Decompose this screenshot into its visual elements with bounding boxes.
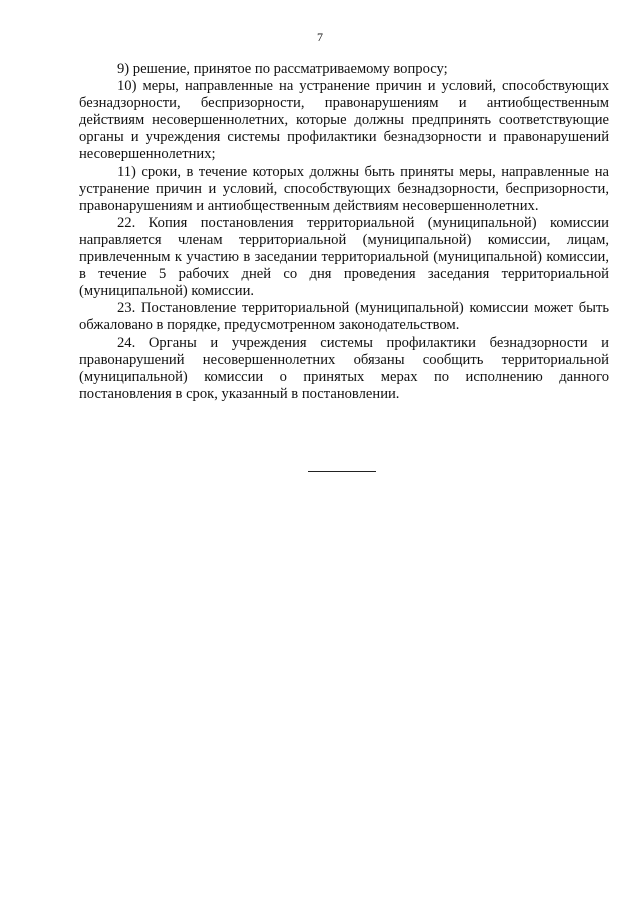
list-item-10: 10) меры, направленные на устранение причин и условий, способствующих безнадзорности, беспризорности, правонарушениям и антиобщественным действиям несовершеннолетних, которые должны предпринять соответствующие органы и учреждения системы профилактики безнадзорности и правонарушений несовершеннолетних; (79, 78, 609, 163)
list-item-9: 9) решение, принятое по рассматриваемому вопросу; (117, 61, 448, 77)
clause-24: 24. Органы и учреждения системы профилактики безнадзорности и правонарушений несовершеннолетних обязаны сообщить территориальной (муниципальной) комиссии о принятых мерах по исполнению данного постановления в срок, указанный в постановлении. (79, 334, 609, 402)
end-of-text-rule (308, 471, 376, 472)
page-number: 7 (317, 30, 323, 44)
clause-23: 23. Постановление территориальной (муниципальной) комиссии может быть обжаловано в порядке, предусмотренном законодательством. (79, 300, 609, 334)
clause-22: 22. Копия постановления территориальной (муниципальной) комиссии направляется членам территориальной (муниципальной) комиссии, лицам, привлеченным к участию в заседании территориальной (муниципальной) комиссии, в течение 5 рабочих дней со дня проведения заседания территориальной (муниципальной) комиссии. (79, 214, 609, 300)
list-item-11: 11) сроки, в течение которых должны быть приняты меры, направленные на устранение причин и условий, способствующих безнадзорности, беспризорности, правонарушениям и антиобщественным действиям несовершеннолетних. (79, 163, 609, 214)
document-body (79, 61, 609, 403)
